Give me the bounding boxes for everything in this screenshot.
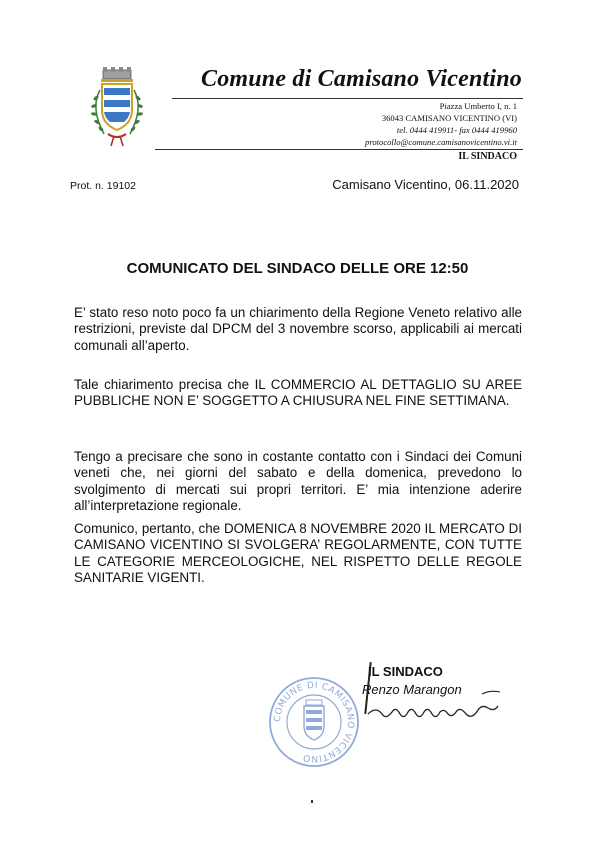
place-and-date: Camisano Vicentino, 06.11.2020 bbox=[332, 177, 519, 192]
protocol-number: Prot. n. 19102 bbox=[70, 180, 136, 192]
body-paragraph: Tale chiarimento precisa che IL COMMERCIO AL DETTAGLIO SU AREE PUBBLICHE NON E’ SOGGETTO A CHIUSURA NEL FINE SETTIMANA. bbox=[74, 377, 522, 409]
coat-of-arms-icon bbox=[84, 66, 150, 150]
handwritten-signature bbox=[362, 684, 512, 726]
contact-email: protocollo@comune.camisanovicentino.vi.it bbox=[365, 137, 517, 147]
address-city: 36043 CAMISANO VICENTINO (VI) bbox=[381, 113, 517, 123]
signer-role: IL SINDACO bbox=[368, 664, 443, 679]
document-title: COMUNICATO DEL SINDACO DELLE ORE 12:50 bbox=[126, 260, 469, 277]
body-paragraph: Tengo a precisare che sono in costante contatto con i Sindaci dei Comuni veneti che, nei giorni del sabato e della domenica, prevedono lo svolgimento di mercati sui propri territori. E’ mia intenzione aderire all’interpretazione regionale. bbox=[74, 449, 522, 514]
official-stamp-icon bbox=[268, 676, 360, 768]
header-role: IL SINDACO bbox=[458, 151, 517, 162]
contact-phone-fax: tel. 0444 419911- fax 0444 419960 bbox=[396, 125, 517, 135]
scan-mark bbox=[311, 800, 313, 803]
body-paragraph: Comunico, pertanto, che DOMENICA 8 NOVEMBRE 2020 IL MERCATO DI CAMISANO VICENTINO SI SVOLGERA’ REGOLARMENTE, CON TUTTE LE CATEGORIE MERCEOLOGICHE, NEL RISPETTO DELLE REGOLE SANITARIE VIGENTI. bbox=[74, 521, 522, 586]
address-line: Piazza Umberto I, n. 1 bbox=[439, 101, 517, 111]
header-bottom-divider bbox=[155, 149, 523, 150]
body-paragraph: E’ stato reso noto poco fa un chiarimento della Regione Veneto relativo alle restrizioni, previste dal DPCM del 3 novembre scorso, applicabili ai mercati comunali all’aperto. bbox=[74, 305, 522, 353]
signer-name: Renzo Marangon bbox=[362, 682, 462, 697]
header-divider bbox=[172, 98, 523, 99]
stamp-text: COMUNE DI CAMISANO VICENTINO bbox=[272, 680, 356, 764]
organization-name: Comune di Camisano Vicentino bbox=[200, 66, 522, 92]
